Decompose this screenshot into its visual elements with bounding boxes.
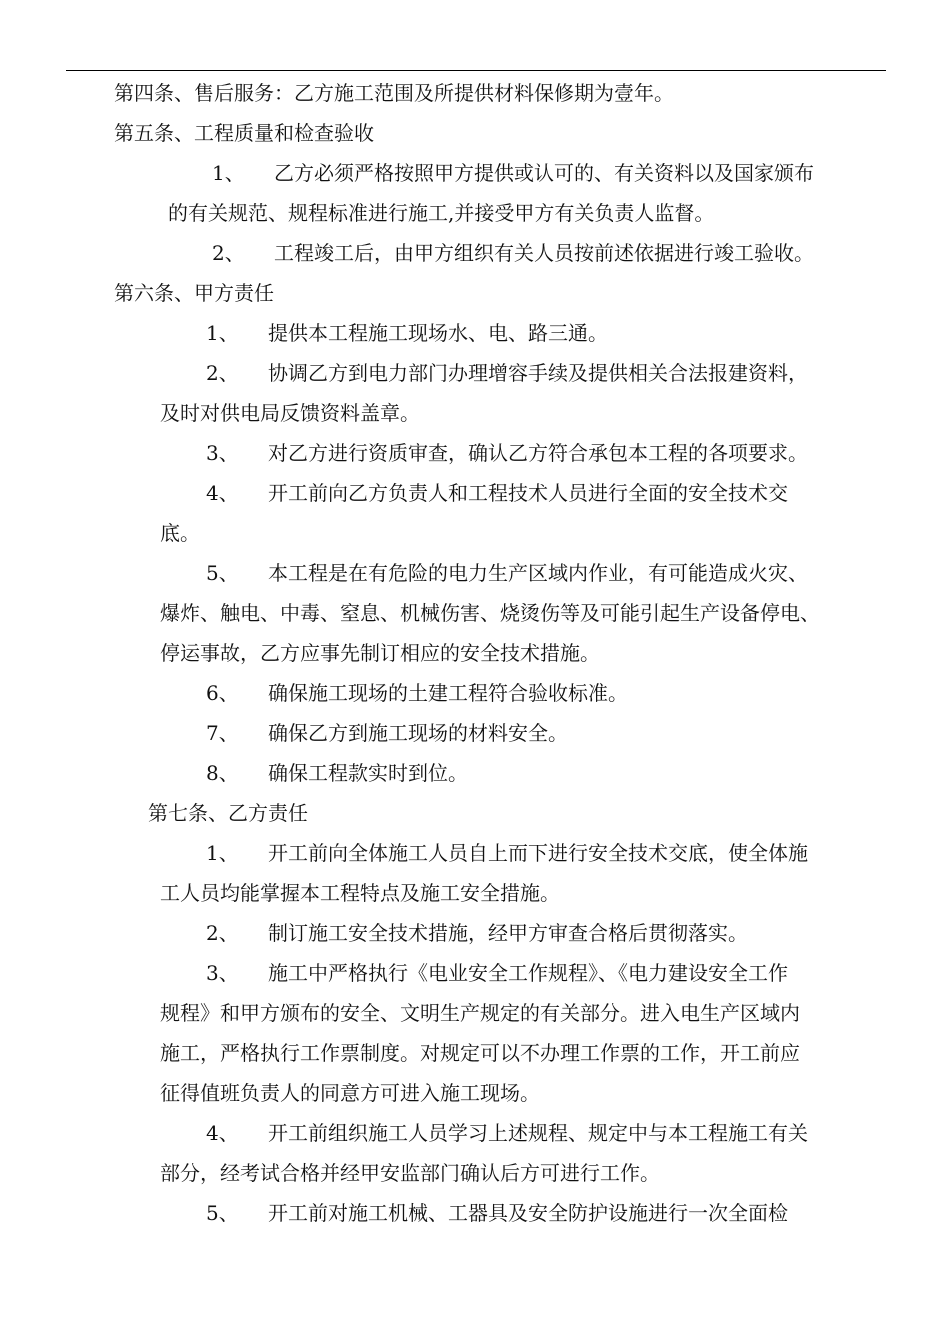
item-number: 3、 xyxy=(206,961,239,985)
item-number: 1、 xyxy=(206,321,239,345)
article6-item2-line1: 2、 协调乙方到电力部门办理增容手续及提供相关合法报建资料， xyxy=(206,361,808,385)
article6-item8-line1: 8、 确保工程款实时到位。 xyxy=(206,761,468,785)
article6-item5-line3: 停运事故，乙方应事先制订相应的安全技术措施。 xyxy=(160,641,600,665)
item-number: 1、 xyxy=(206,841,239,865)
article6-item4-line1: 4、 开工前向乙方负责人和工程技术人员进行全面的安全技术交 xyxy=(206,481,788,505)
article7-item4-line2: 部分，经考试合格并经甲安监部门确认后方可进行工作。 xyxy=(160,1161,660,1185)
article6-title: 第六条、甲方责任 xyxy=(114,281,274,305)
article7-item3-line4: 征得值班负责人的同意方可进入施工现场。 xyxy=(160,1081,540,1105)
item-number: 8、 xyxy=(206,761,239,785)
article6-item3-line1: 3、 对乙方进行资质审查，确认乙方符合承包本工程的各项要求。 xyxy=(206,441,808,465)
article7-item3-line3: 施工，严格执行工作票制度。对规定可以不办理工作票的工作，开工前应 xyxy=(160,1041,800,1065)
article5-item1-line1: 1、 乙方必须严格按照甲方提供或认可的、有关资料以及国家颁布 xyxy=(212,161,814,185)
article5-item1-line2: 的有关规范、规程标准进行施工,并接受甲方有关负责人监督。 xyxy=(168,201,715,225)
article5-item2-line1: 2、 工程竣工后，由甲方组织有关人员按前述依据进行竣工验收。 xyxy=(212,241,814,265)
item-number: 5、 xyxy=(206,1201,239,1225)
article7-title: 第七条、乙方责任 xyxy=(148,801,308,825)
item-number: 3、 xyxy=(206,441,239,465)
item-number: 4、 xyxy=(206,1121,239,1145)
item-number: 5、 xyxy=(206,561,239,585)
item-number: 7、 xyxy=(206,721,239,745)
article7-item4-line1: 4、 开工前组织施工人员学习上述规程、规定中与本工程施工有关 xyxy=(206,1121,808,1145)
article6-item7-line1: 7、 确保乙方到施工现场的材料安全。 xyxy=(206,721,568,745)
article7-item2-line1: 2、 制订施工安全技术措施，经甲方审查合格后贯彻落实。 xyxy=(206,921,748,945)
article7-item5-line1: 5、 开工前对施工机械、工器具及安全防护设施进行一次全面检 xyxy=(206,1201,788,1225)
item-number: 6、 xyxy=(206,681,239,705)
article7-item3-line1: 3、 施工中严格执行《电业安全工作规程》、《电力建设安全工作 xyxy=(206,961,788,985)
article6-item5-line2: 爆炸、触电、中毒、窒息、机械伤害、烧烫伤等及可能引起生产设备停电、 xyxy=(160,601,820,625)
item-number: 4、 xyxy=(206,481,239,505)
article7-item1-line2: 工人员均能掌握本工程特点及施工安全措施。 xyxy=(160,881,560,905)
header-rule xyxy=(66,70,886,71)
item-number: 2、 xyxy=(212,241,245,265)
item-number: 2、 xyxy=(206,361,239,385)
article4-title: 第四条、售后服务：乙方施工范围及所提供材料保修期为壹年。 xyxy=(114,81,674,105)
item-number: 2、 xyxy=(206,921,239,945)
article5-title: 第五条、工程质量和检查验收 xyxy=(114,121,374,145)
article6-item2-line2: 及时对供电局反馈资料盖章。 xyxy=(160,401,420,425)
item-number: 1、 xyxy=(212,161,245,185)
article7-item3-line2: 规程》和甲方颁布的安全、文明生产规定的有关部分。进入电生产区域内 xyxy=(160,1001,800,1025)
article6-item1-line1: 1、 提供本工程施工现场水、电、路三通。 xyxy=(206,321,608,345)
article6-item4-line2: 底。 xyxy=(160,521,200,545)
article6-item5-line1: 5、 本工程是在有危险的电力生产区域内作业，有可能造成火灾、 xyxy=(206,561,808,585)
article6-item6-line1: 6、 确保施工现场的土建工程符合验收标准。 xyxy=(206,681,628,705)
article7-item1-line1: 1、 开工前向全体施工人员自上而下进行安全技术交底，使全体施 xyxy=(206,841,808,865)
